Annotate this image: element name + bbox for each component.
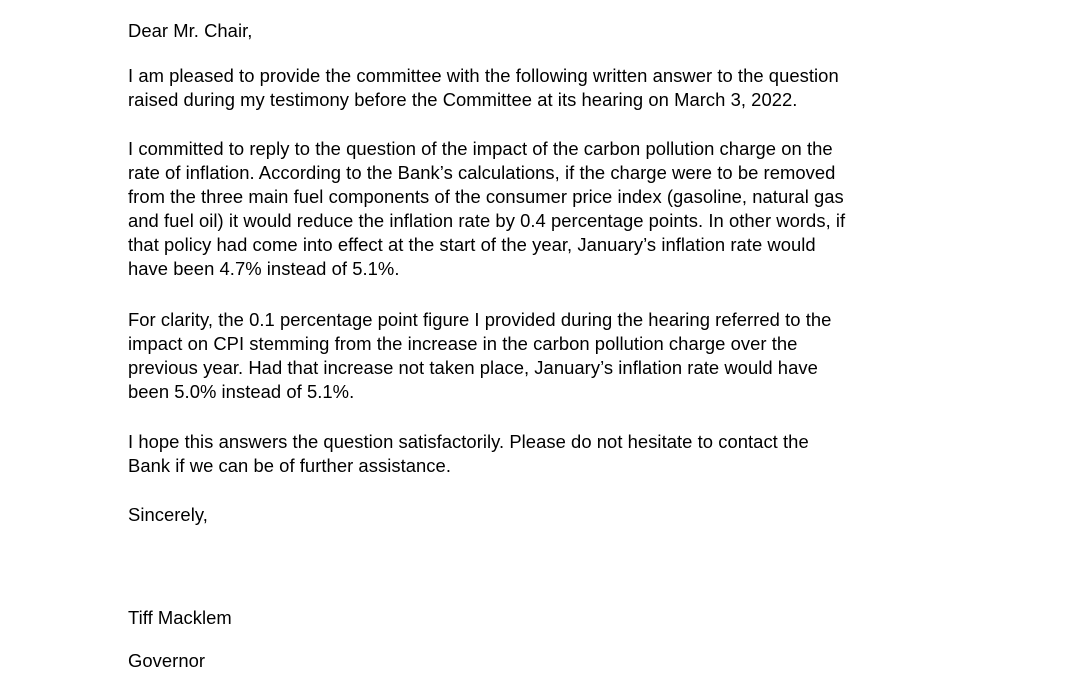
paragraph-line: from the three main fuel components of the consumer price index (gasoline, natural gas [128,186,844,207]
paragraph-line: I am pleased to provide the committee with the following written answer to the question [128,65,839,86]
salutation: Dear Mr. Chair, [128,20,253,41]
paragraph-line: impact on CPI stemming from the increase in the carbon pollution charge over the [128,333,798,354]
signatory-name: Tiff Macklem [128,607,232,628]
paragraph-line: been 5.0% instead of 5.1%. [128,381,355,402]
paragraph-line: have been 4.7% instead of 5.1%. [128,258,400,279]
paragraph-line: rate of inflation. According to the Bank’s calculations, if the charge were to be removed [128,162,836,183]
signatory-title: Governor [128,650,206,671]
paragraph-line: previous year. Had that increase not taken place, January’s inflation rate would have [128,357,818,378]
paragraph-line: Bank if we can be of further assistance. [128,455,451,476]
closing: Sincerely, [128,504,208,525]
paragraph-line: I hope this answers the question satisfactorily. Please do not hesitate to contact the [128,431,809,452]
paragraph-line: For clarity, the 0.1 percentage point figure I provided during the hearing referred to the [128,309,832,330]
paragraph-line: that policy had come into effect at the start of the year, January’s inflation rate would [128,234,816,255]
paragraph-line: raised during my testimony before the Committee at its hearing on March 3, 2022. [128,89,798,110]
paragraph-line: and fuel oil) it would reduce the inflation rate by 0.4 percentage points. In other words, if [128,210,846,231]
paragraph-line: I committed to reply to the question of the impact of the carbon pollution charge on the [128,138,833,159]
